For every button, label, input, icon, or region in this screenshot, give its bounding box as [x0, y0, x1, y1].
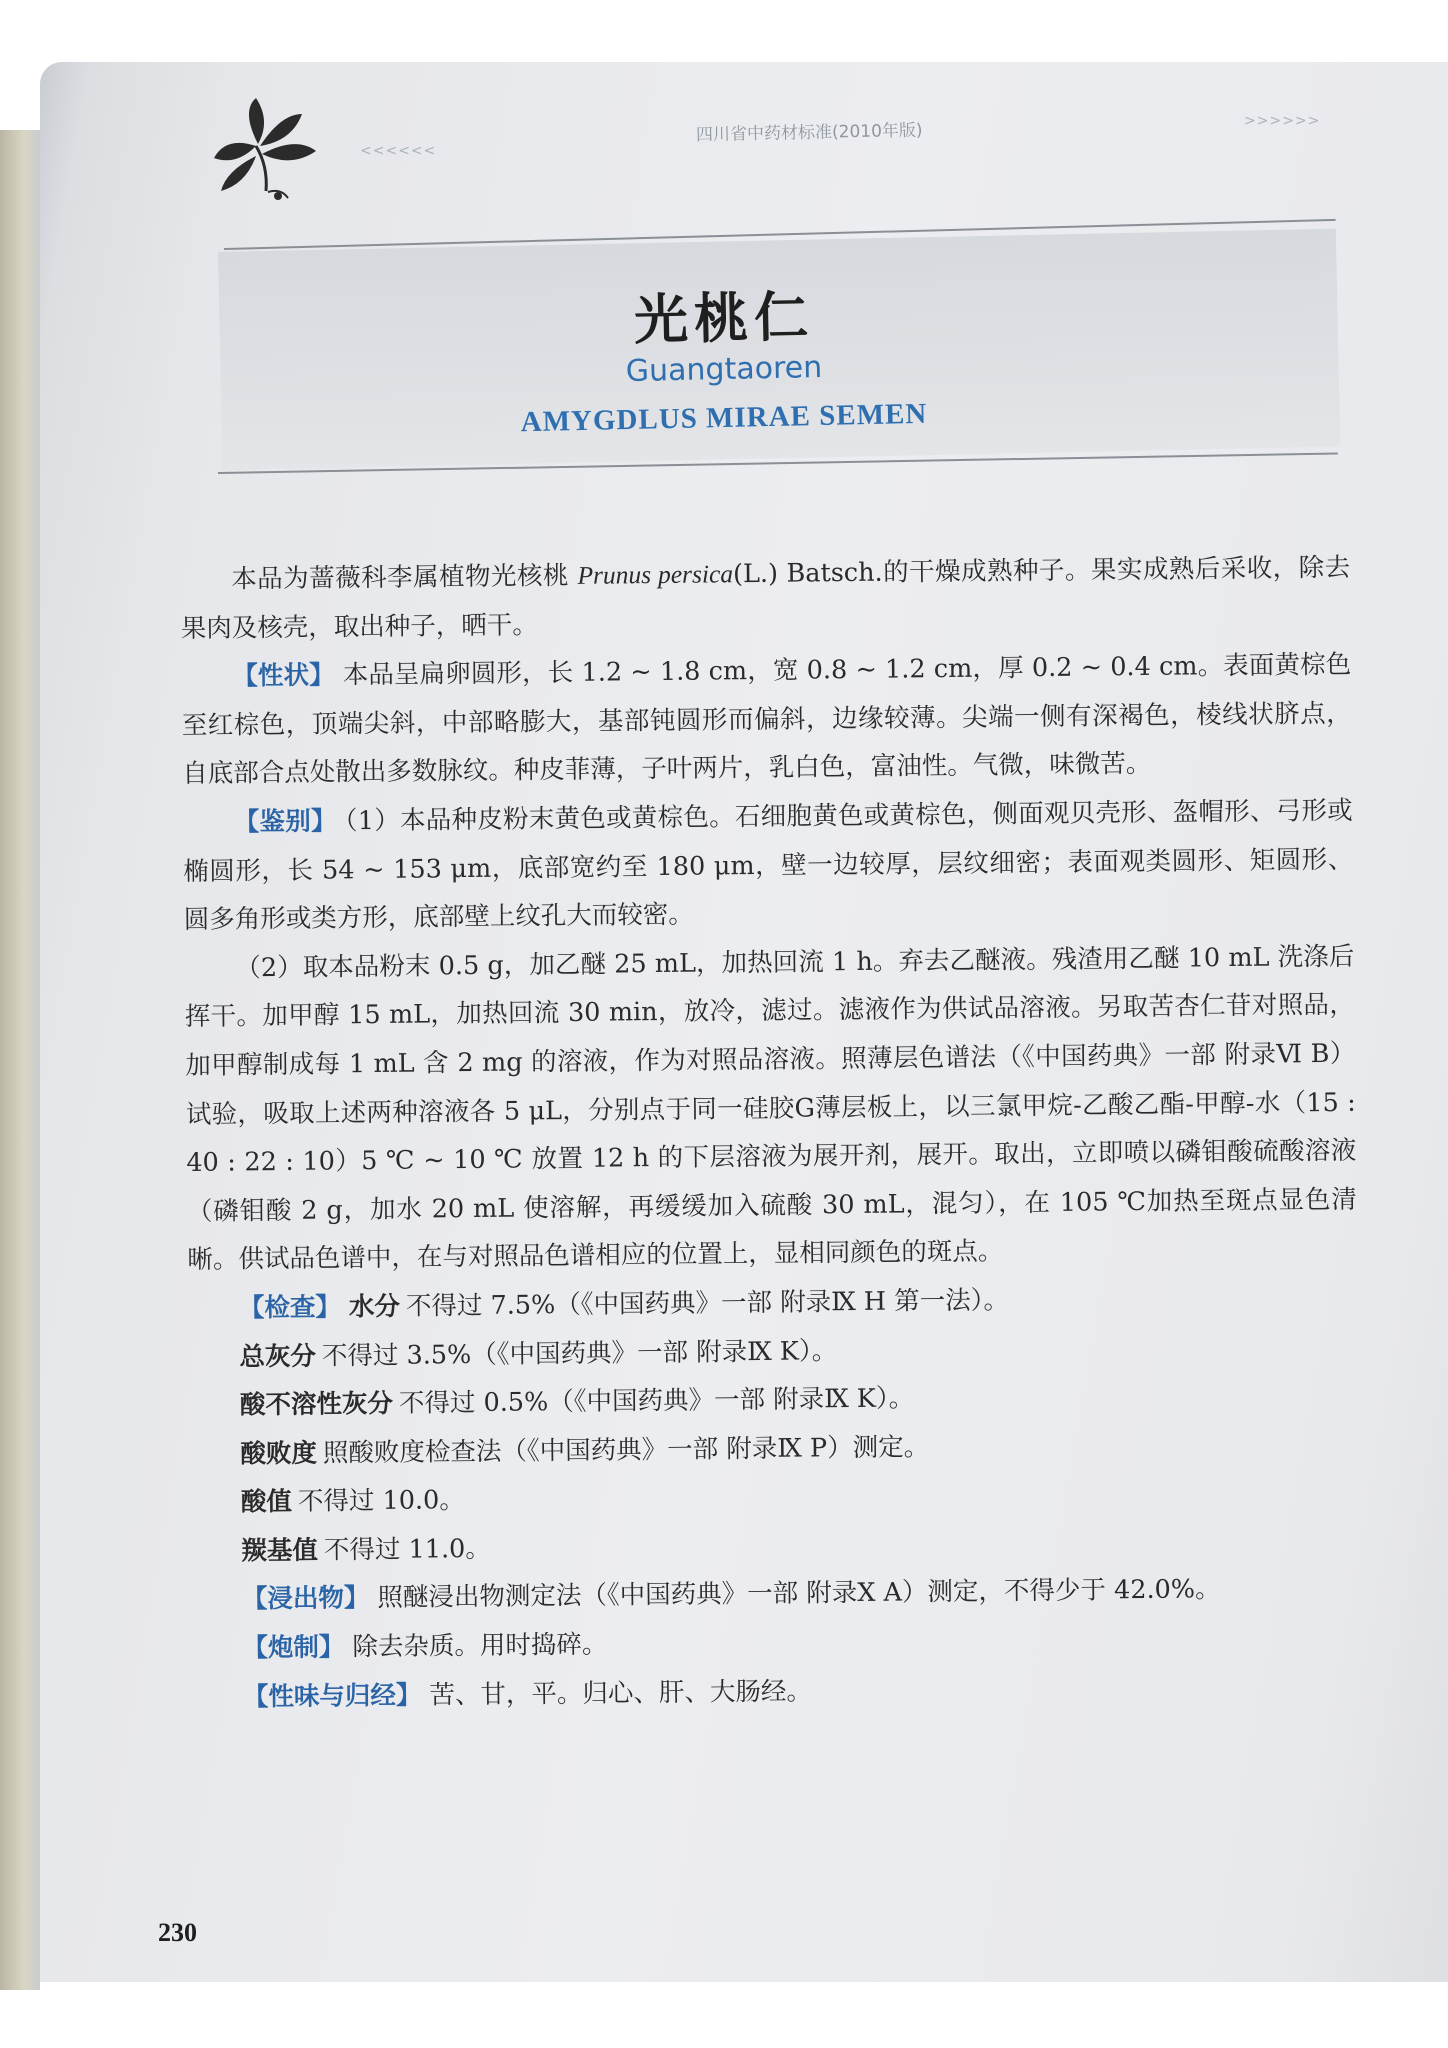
section-label-jinchuwu: 【浸出物】 [241, 1583, 370, 1615]
section-label-jiancha: 【检查】 [238, 1292, 342, 1324]
title-pinyin: Guangtaoren [625, 349, 823, 390]
check-item-name: 羰基值 [241, 1535, 319, 1567]
section-jianbie [183, 787, 1354, 945]
check-item-name: 酸不溶性灰分 [239, 1388, 394, 1421]
page-title: 光桃仁 [633, 284, 815, 352]
jianbie-text-2: （2）取本品粉末 0.5 g，加乙醚 25 mL，加热回流 1 h。弃去乙醚液。残渣用乙醚 10 mL 洗涤后挥干。加甲醇 15 mL，加热回流 30 min，放冷，滤过。滤液作为供试品溶液。另取苦杏仁苷对照品，加甲醇制成每 1 mL 含 2 mg 的溶液，作为对照品溶液。照薄层色谱法（《中国药典》一部 附录Ⅵ B）试验，吸取上述两种溶液各 5 μL，分别点于同一硅胶G薄层板上，以三氯甲烷-乙酸乙酯-甲醇-水（15 : 40 : 22 : 10）5 ℃ ~ 10 ℃ 放置 12 h 的下层溶液为展开剂，展开。取出，立即喷以磷钼酸硫酸溶液（磷钼酸 2 g，加水 20 mL 使溶解，再缓缓加入硫酸 30 mL，混匀），在 105 ℃加热至斑点显色清晰。供试品色谱中，在与对照品色谱相应的位置上，显相同颜色的斑点。 [184, 941, 1357, 1276]
jianbie-text-1: （1）本品种皮粉末黄色或黄棕色。石细胞黄色或黄棕色，侧面观贝壳形、盔帽形、弓形或椭圆形，长 54 ~ 153 μm，底部宽约至 180 μm，壁一边较厚，层纹细密；表面观类圆形、矩圆形、圆多角形或类方形，底部壁上纹孔大而较密。 [183, 795, 1354, 936]
section-label-jianbie: 【鉴别】 [233, 806, 337, 838]
section-label-xingwei: 【性味与归经】 [242, 1680, 422, 1713]
running-header: 四川省中药材标准(2010年版) [695, 120, 923, 146]
check-item-name: 水分 [348, 1291, 401, 1323]
check-item-text: 不得过 11.0。 [323, 1533, 491, 1566]
xingzhuang-text: 本品呈扁卵圆形，长 1.2 ~ 1.8 cm，宽 0.8 ~ 1.2 cm，厚 0.2 ~ 0.4 cm。表面黄棕色至红棕色，顶端尖斜，中部略膨大，基部钝圆形而偏斜，边缘较薄。尖端一侧有深褐色，棱线状脐点，自底部合点处散出多数脉纹。种皮菲薄，子叶两片，乳白色，富油性。气微，味微苦。 [181, 649, 1352, 790]
intro-text-2: (L.) Batsch.的干燥成熟种子。果实成熟后采收，除去果肉及核壳，取出种子，晒干。 [180, 552, 1351, 644]
check-item-text: 不得过 0.5%（《中国药典》一部 附录Ⅸ K）。 [398, 1383, 915, 1419]
header-arrows-left: <<<<<< [360, 143, 437, 159]
check-item-text: 不得过 3.5%（《中国药典》一部 附录Ⅸ K）。 [321, 1335, 838, 1372]
section-label-paozhi: 【炮制】 [242, 1632, 345, 1664]
check-item-text: 不得过 7.5%（《中国药典》一部 附录Ⅸ H 第一法）。 [405, 1285, 1010, 1322]
page-number: 230 [158, 1918, 197, 1947]
title-latin: AMYGDLUS MIRAE SEMEN [520, 397, 928, 439]
intro-text-1: 本品为蔷薇科李属植物光核桃 [231, 560, 578, 595]
xingwei-text: 苦、甘，平。归心、肝、大肠经。 [429, 1676, 813, 1711]
book-spine [0, 130, 40, 1990]
leaf-branch-icon [196, 96, 346, 206]
check-item-name: 总灰分 [239, 1341, 317, 1372]
jianbie-paragraph-2 [184, 932, 1357, 1284]
check-item-name: 酸值 [240, 1487, 293, 1518]
header-arrows-right: >>>>>> [1244, 113, 1321, 129]
latin-species-name: Prunus persica [577, 559, 734, 590]
check-item-name: 酸败度 [240, 1438, 318, 1470]
check-item-text: 不得过 10.0。 [297, 1485, 465, 1518]
monograph-body [180, 544, 1362, 1722]
intro-paragraph [180, 544, 1351, 653]
jinchuwu-text: 照醚浸出物测定法（《中国药典》一部 附录Ⅹ A）测定，不得少于 42.0%。 [377, 1574, 1221, 1614]
section-xingzhuang [181, 641, 1352, 799]
paozhi-text: 除去杂质。用时捣碎。 [352, 1629, 608, 1663]
section-label-xingzhuang: 【性状】 [232, 660, 335, 692]
check-item-text: 照酸败度检查法（《中国药典》一部 附录Ⅸ P）测定。 [322, 1431, 930, 1469]
